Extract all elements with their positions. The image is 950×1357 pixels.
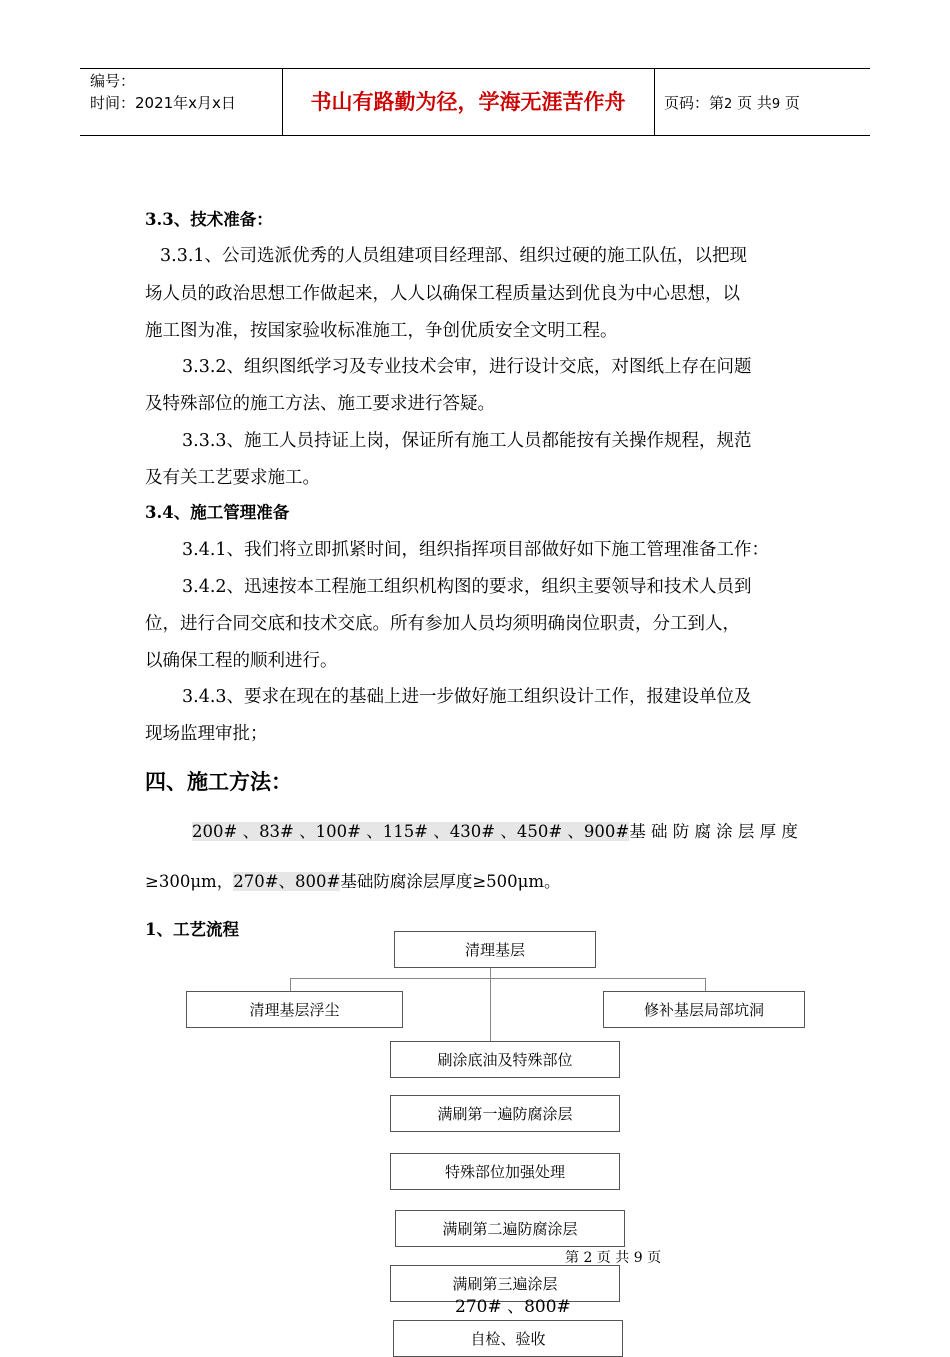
method-nums-1: 200# 、83# 、100# 、115# 、430# 、450# 、900#: [192, 822, 630, 841]
connector-main: [490, 968, 491, 1042]
connector-right-drop: [705, 978, 706, 992]
para-3-4-3-line2: 现场监理审批；: [145, 724, 268, 744]
heading-3-4: 3.4、施工管理准备: [145, 503, 290, 522]
connector-h: [290, 978, 705, 979]
method-text-1: 基 础 防 腐 涂 层 厚 度: [629, 822, 798, 841]
para-3-4-2-line2: 位，进行合同交底和技术交底。所有参加人员均须明确岗位职责，分工到人，: [145, 614, 740, 634]
flow-step-inspect: 自检、验收: [393, 1320, 623, 1357]
page-mid: 页 共: [737, 94, 772, 112]
para-3-4-1: 3.4.1、我们将立即抓紧时间，组织指挥项目部做好如下施工管理准备工作：: [182, 540, 770, 560]
method-text-2a: ≥300μm，: [145, 872, 234, 891]
header-bottom-rule: [80, 135, 870, 136]
flow-step-repair-holes: 修补基层局部坑洞: [603, 991, 805, 1028]
flow-step-coat1: 满刷第一遍防腐涂层: [390, 1095, 620, 1132]
heading-4: 四、施工方法：: [145, 770, 292, 794]
flow-step-reinforce: 特殊部位加强处理: [390, 1153, 620, 1190]
header-meta: [90, 70, 236, 114]
page-current: 2: [724, 97, 733, 112]
flow-step-coat3: 满刷第三遍涂层: [390, 1265, 620, 1302]
para-3-3-1-line3: 施工图为准，按国家验收标准施工，争创优质安全文明工程。: [145, 321, 618, 341]
heading-3-3: 3.3、技术准备：: [145, 210, 273, 229]
doc-number-label: 编号：: [90, 72, 136, 90]
para-3-3-1-line2: 场人员的政治思想工作做起来，人人以确保工程质量达到优良为中心思想，以: [145, 284, 740, 304]
para-3-4-3-line1: 3.4.3、要求在现在的基础上进一步做好施工组织设计工作，报建设单位及: [182, 687, 752, 707]
flow-coat3-note: 270# 、800#: [455, 1297, 571, 1317]
header-divider-2: [654, 68, 655, 136]
method-text-2b: 基础防腐涂层厚度≥500μm。: [340, 872, 561, 891]
method-line1: [192, 818, 798, 842]
para-3-4-2-line3: 以确保工程的顺利进行。: [145, 651, 338, 671]
flow-title: 1、工艺流程: [145, 920, 239, 939]
para-3-3-3-line1: 3.3.3、施工人员持证上岗，保证所有施工人员都能按有关操作规程，规范: [182, 431, 752, 451]
connector-left-drop: [290, 978, 291, 992]
para-3-3-2-line1: 3.3.2、组织图纸学习及专业技术会审，进行设计交底，对图纸上存在问题: [182, 357, 752, 377]
page-footer: 第 2 页 共 9 页: [565, 1250, 662, 1266]
method-line2: [145, 868, 561, 892]
flow-step-primer: 刷涂底油及特殊部位: [390, 1041, 620, 1078]
header-page-info: [664, 92, 800, 113]
flow-step-clean-dust: 清理基层浮尘: [186, 991, 403, 1028]
page-suffix: 页: [784, 94, 800, 112]
para-3-3-3-line2: 及有关工艺要求施工。: [145, 468, 320, 488]
page-total: 9: [771, 97, 781, 112]
para-3-4-2-line1: 3.4.2、迅速按本工程施工组织机构图的要求，组织主要领导和技术人员到: [182, 577, 752, 597]
doc-date-label: 时间：2021年x月x日: [90, 94, 236, 112]
flow-step-coat2: 满刷第二遍防腐涂层: [395, 1210, 625, 1247]
header-top-rule: [80, 68, 870, 69]
header-motto: 书山有路勤为径，学海无涯苦作舟: [310, 90, 626, 114]
para-3-3-1-line1: 3.3.1、公司选派优秀的人员组建项目经理部、组织过硬的施工队伍，以把现: [160, 246, 748, 266]
method-nums-2: 270#、800#: [233, 872, 341, 891]
page-prefix: 页码：第: [664, 94, 725, 112]
flow-step-clean-base: 清理基层: [394, 931, 596, 968]
para-3-3-2-line2: 及特殊部位的施工方法、施工要求进行答疑。: [145, 394, 495, 414]
